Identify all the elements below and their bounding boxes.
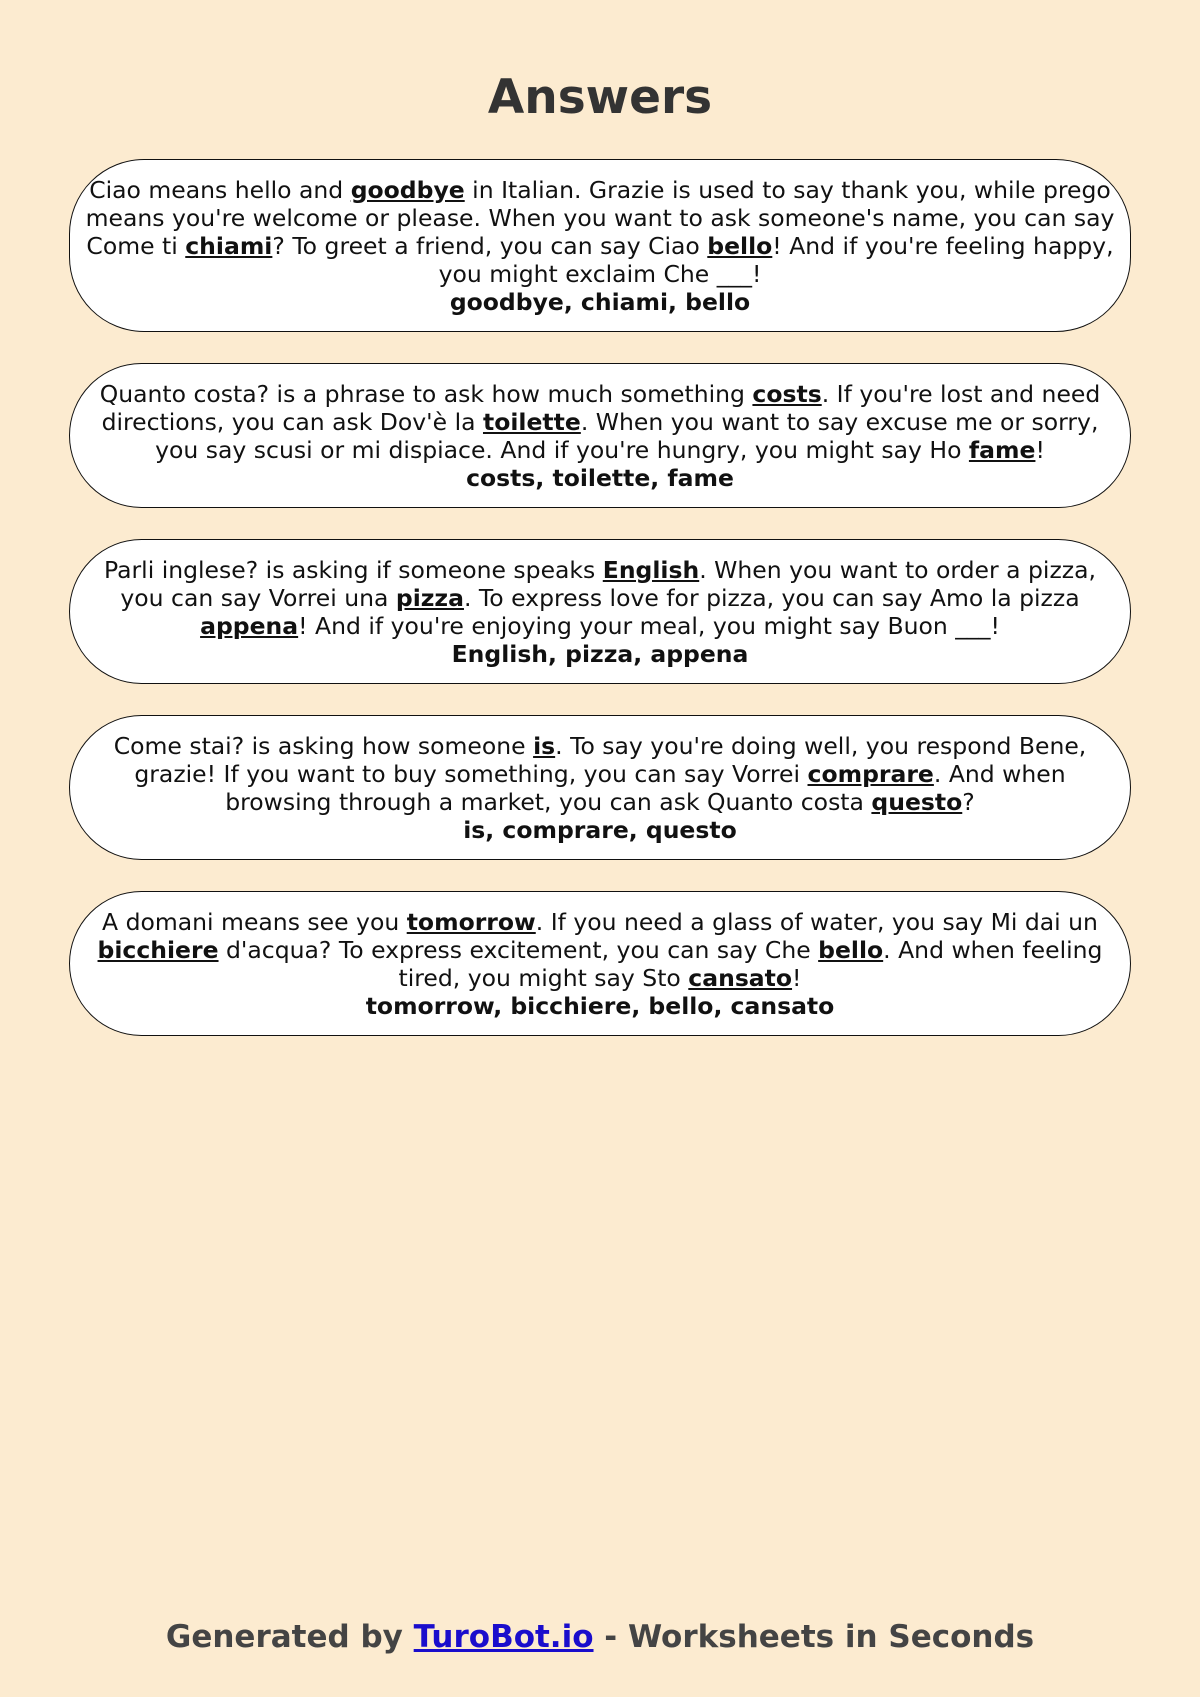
filled-blank: bicchiere	[97, 935, 219, 964]
filled-blank: cansato	[688, 963, 793, 992]
passage-segment: A domani means see you	[102, 907, 407, 936]
passage-segment: in Italian. Grazie is used to say thank you, while prego means you're welcome or please. When you want to ask someone's name, you can say Come ti	[85, 175, 1115, 260]
answer-card-2	[69, 363, 1131, 508]
filled-blank: fame	[968, 435, 1036, 464]
passage-segment: . When you want to say excuse me or sorry, you say scusi or mi dispiace. And if you're hungry, you might say Ho	[155, 407, 1099, 464]
filled-blank: comprare	[807, 759, 934, 788]
footer-suffix: - Worksheets in Seconds	[593, 1619, 1035, 1655]
passage-segment: Quanto costa? is a phrase to ask how much something	[99, 379, 753, 408]
passage-segment: Parli inglese? is asking if someone speaks	[103, 555, 603, 584]
page-title: Answers	[487, 70, 713, 125]
passage-segment: d'acqua? To express excitement, you can say Che	[218, 935, 819, 964]
passage-text	[80, 908, 1120, 992]
passage-segment: !	[792, 963, 802, 992]
answer-key: tomorrow, bicchiere, bello, cansato	[365, 991, 835, 1020]
footer	[0, 1617, 1200, 1657]
filled-blank: tomorrow	[406, 907, 536, 936]
passage-segment: . To say you're doing well, you respond Bene, grazie! If you want to buy something, you can say Vorrei	[134, 731, 1087, 788]
passage-text	[80, 556, 1120, 640]
passage-segment: . If you're lost and need directions, you can ask Dov'è la	[101, 379, 1101, 436]
filled-blank: questo	[871, 787, 963, 816]
passage-segment: . To express love for pizza, you can say Amo la pizza	[463, 583, 1080, 612]
filled-blank: English	[602, 555, 700, 584]
passage-segment: Ciao means hello and	[89, 175, 351, 204]
filled-blank: appena	[200, 611, 299, 640]
passage-segment: ! And if you're enjoying your meal, you might say Buon ___!	[298, 611, 1000, 640]
answer-card-4	[69, 715, 1131, 860]
footer-prefix: Generated by	[165, 1619, 414, 1655]
passage-segment: Come stai? is asking how someone	[113, 731, 534, 760]
filled-blank: goodbye	[350, 175, 465, 204]
filled-blank: pizza	[395, 583, 464, 612]
passage-text	[80, 380, 1120, 464]
filled-blank: chiami	[185, 231, 273, 260]
passage-segment: . And when feeling tired, you might say Sto	[398, 935, 1103, 992]
passage-segment: ? To greet a friend, you can say Ciao	[272, 231, 708, 260]
answer-key: goodbye, chiami, bello	[449, 287, 751, 316]
filled-blank: toilette	[482, 407, 581, 436]
passage-segment: ?	[962, 787, 975, 816]
passage-text	[80, 176, 1120, 288]
passage-text	[80, 732, 1120, 816]
filled-blank: bello	[707, 231, 773, 260]
passage-segment: ! And if you're feeling happy, you might exclaim Che ___!	[438, 231, 1114, 288]
passage-segment: . And when browsing through a market, you can ask Quanto costa	[225, 759, 1066, 816]
answer-key: English, pizza, appena	[451, 639, 749, 668]
answer-key: is, comprare, questo	[463, 815, 737, 844]
passage-segment: !	[1035, 435, 1045, 464]
passage-segment: . When you want to order a pizza, you can say Vorrei una	[120, 555, 1096, 612]
answer-card-3	[69, 539, 1131, 684]
passage-segment: . If you need a glass of water, you say Mi dai un	[535, 907, 1098, 936]
answer-card-5	[69, 891, 1131, 1036]
turobot-link[interactable]: TuroBot.io	[413, 1619, 594, 1655]
answer-key: costs, toilette, fame	[466, 463, 734, 492]
filled-blank: bello	[818, 935, 884, 964]
filled-blank: costs	[752, 379, 822, 408]
answer-card-1	[69, 159, 1131, 332]
filled-blank: is	[533, 731, 556, 760]
